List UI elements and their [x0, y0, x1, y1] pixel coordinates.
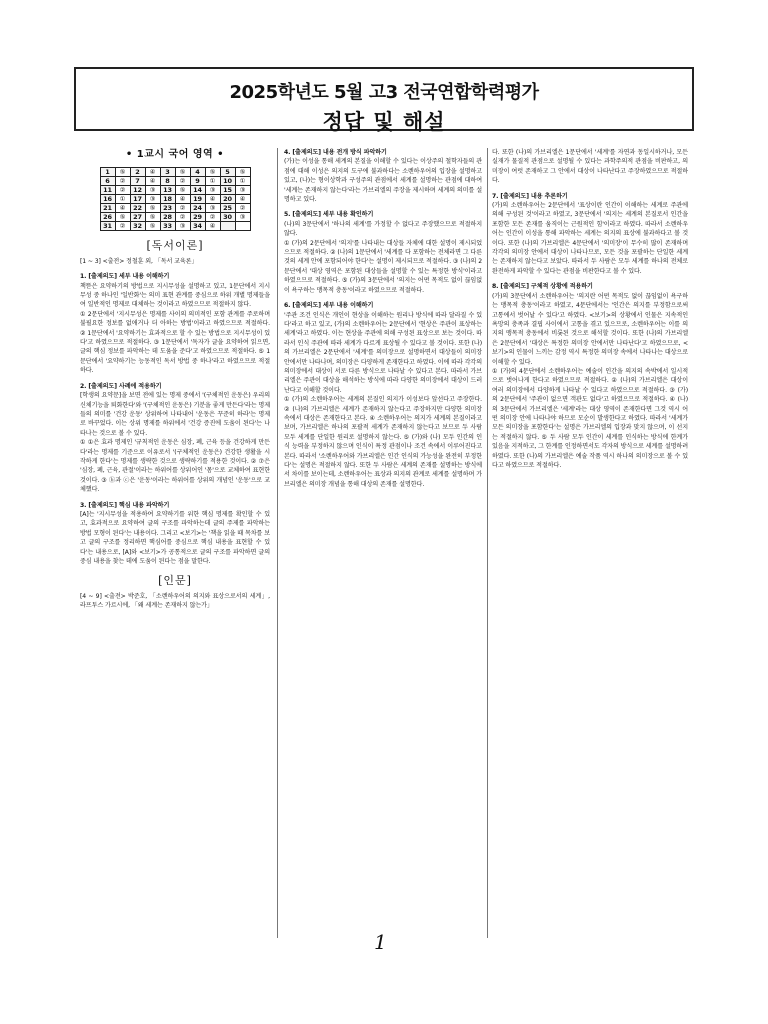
- answer-row: [100, 213, 250, 222]
- source-note: [1 ~ 3] <출전> 정철훈 외, 「독서 교육론」: [80, 257, 198, 265]
- answer-table: [100, 167, 251, 231]
- answer-row: [100, 168, 250, 177]
- answer-choice: ①: [115, 195, 130, 204]
- question-number: 5: [220, 168, 235, 177]
- answer-choice: ③: [205, 186, 220, 195]
- answer-choice: ⑤: [175, 186, 190, 195]
- answer-choice: ③: [145, 186, 160, 195]
- answer-choice: ④: [145, 168, 160, 177]
- answer-choice: ④: [145, 177, 160, 186]
- answer-choice: ⑤: [145, 204, 160, 213]
- question-title: 7. [출제의도] 내용 추론하기: [492, 192, 568, 200]
- column-3: [492, 148, 688, 470]
- answer-choice: ⑤: [145, 222, 160, 231]
- answer-choice: ③: [175, 222, 190, 231]
- column-divider: [487, 148, 488, 938]
- explanation-text: ① (가)의 4문단에서 소렌하우어는 예술이 인간을 의지의 속박에서 일시적으로 벗어나게 한다고 하였으므로 적절하다. ② (나)의 가브리엘은 대상이 여러 의미장에서 다양하게 나타날 수 있다고 하였으므로 적절하다. ③ (가)의 2문단에서 '주관이 없으면 객관도 없다'고 하였으므로 적절하다. ④ (나)의 3문단에서 가브리엘은 '세계'라는 대상 영역이 존재한다면 그것 역시 어떤 의미장 안에 나타나야 하므로 모순이 발생한다고 하였다. 따라서 '세계가 모든 의미장을 포함한다'는 설명은 가브리엘의 입장과 맞지 않으며, 이 선지는 적절하지 않다. ⑤ 두 사람 모두 인간이 세계를 인식하는 방식에 한계가 있음을 지적하고, 그 한계를 인정하면서도 각자의 방식으로 세계를 설명하려 하였다. 또한 (나)의 가브리엘은 예술 작품 역시 하나의 의미장으로 볼 수 있다고 하였으므로 적절하다.: [492, 367, 688, 469]
- explanation-text: ① 2문단에서 '지시무성은 명제를 사이의 의미적인 포함 관계를 주로하며 불필요한 정보를 없애거나 더 아하는 방법'이라고 하였으므로 적절하다. ② 1문단에서 '요약하기는 효과적으로 할 수 있는 방법으로 지시무성이 있다'고 하였으므로 적절하다. ③ 1문단에서 '독자가 글을 요약하여 읽으면, 글의 핵심 정보를 파악하는 데 도움을 준다'고 하였으므로 적절하다. ⑤ 1문단에서 '요약하기는 능동적인 독서 방법 중 하나'라고 하였으므로 적절하다.: [80, 310, 270, 375]
- answer-choice: ①: [205, 177, 220, 186]
- answer-row: [100, 186, 250, 195]
- title-box: [74, 67, 694, 134]
- section-heading-humanities: [인문]: [158, 574, 192, 588]
- question-number: 26: [100, 213, 115, 222]
- question-title: 8. [출제의도] 구체적 상황에 적용하기: [492, 283, 593, 291]
- question-number: 11: [100, 186, 115, 195]
- answer-choice: ③: [205, 204, 220, 213]
- explanation-text: (나)의 3문단에서 '하나의 세계'를 가정할 수 없다고 주장했으므로 적절하지 않다.: [284, 220, 482, 238]
- answer-choice: ④: [205, 195, 220, 204]
- explanation-text: (가)의 소렌하우어는 2문단에서 '표상이란 인간이 이해하는 세계로 주관에 의해 구성된 것'이라고 하였고, 3문단에서 '의지는 세계의 본질로서 인간을 포함한 모든 존재를 움직이는 근원적인 힘'이라고 하였다. 따라서 소렌하우어는 인간이 이성을 통해 파악하는 세계는 의지의 표상에 불과하다고 볼 것이다. 또한 (나)의 가브리엘은 4문단에서 '의미장'이 무수히 많이 존재하며 각각의 의미장 안에서 대상이 나타나므로, 모든 것을 포괄하는 단일한 세계는 존재하지 않는다고 보았다. 따라서 두 사람은 모두 세계를 하나의 전체로 완전하게 파악할 수 있다는 관점을 비판한다고 볼 수 있다.: [492, 202, 688, 275]
- question-number: 24: [190, 204, 205, 213]
- answer-choice: ④: [205, 222, 220, 231]
- page-number: 1: [374, 930, 387, 954]
- answer-choice: ②: [205, 213, 220, 222]
- question-number: 2: [130, 168, 145, 177]
- question-number: 32: [130, 222, 145, 231]
- question-number: 28: [160, 213, 175, 222]
- question-number: 15: [220, 186, 235, 195]
- answer-choice: ⑤: [175, 168, 190, 177]
- answer-choice: ②: [115, 222, 130, 231]
- answer-choice: ④: [235, 195, 250, 204]
- question-title: 2. [출제의도] 사례에 적용하기: [80, 382, 162, 390]
- explanation-text: ① (가)의 2문단에서 '의지'를 나타내는 대상들 자체에 대한 설명이 제시되었으므로 적절하다. ② (나)의 1문단에서 '세계를 다 포함하는 전체라면 그 다른 것의 세계 안에 포함되어야 한다'는 설명이 제시되므로 적절하다. ③ (나)의 2문단에서 '대상 영역은 포함된 대상들을 설명할 수 있는 특정한 방식'이라고 하였으므로 적절하다. ⑤ (가)의 3문단에서 '의지는 어떤 목적도 없이 끊임없이 욕구하는 맹목적 충동'이라고 하였으므로 적절하다.: [284, 239, 482, 294]
- answer-choice: ⑤: [235, 168, 250, 177]
- explanation-text: ① ①은 효과 명제인 '규칙적인 운동은 심장, 폐, 근육 등을 건강하게 만든다'라는 명제를 기준으로 이유로서 '(구체적인 운동은) 건강한 생활을 시작하게 한다'는 명제를 생략한 것으로 생략하기를 적용한 것이다. ② ⑦은 '심장, 폐, 근육, 관절'이라는 하위어를 상위어인 '몸'으로 교체하여 표현한 것이다. ③ ⓑ과 ⓒ은 '운동'이라는 하위어를 상위의 개념인 '운동'으로 교체했다.: [80, 439, 270, 494]
- explanation-text: [A]는 '지시무성을 적용하여 요약하기를 위한 핵심 명제를 확인할 수 있고, 효과적으로 요약하여 글의 구조를 파악하는데 글의 주제를 파악하는 방법 모형이 된다'는 내용이다. 그리고 <보기>는 '책을 읽을 때 목차를 보고 글의 구조를 정리하면 핵심어를 중심으로 핵심 내용을 표현할 수 있다'는 내용으로, [A]와 <보기>가 공통적으로 글의 구조를 파악하면 글의 중심 내용을 찾는 데에 도움이 된다는 점을 말한다.: [80, 510, 270, 565]
- question-number: 1: [100, 168, 115, 177]
- answer-choice: ②: [175, 213, 190, 222]
- question-number: 9: [190, 177, 205, 186]
- question-number: 25: [220, 204, 235, 213]
- question-number: 31: [100, 222, 115, 231]
- answer-choice: ③: [235, 213, 250, 222]
- answer-choice: ②: [235, 204, 250, 213]
- question-number: 20: [220, 195, 235, 204]
- explanation-text: (가)의 3문단에서 소렌하우어는 '의지란 어떤 목적도 없이 끊임없이 욕구하는 맹목적 충동'이라고 하였고, 4문단에서는 '인간은 의지를 부정함으로써 고통에서 벗어날 수 있다'고 하였다. <보기>의 상황에서 인물은 지속적인 욕망의 충족과 결핍 사이에서 고통을 겪고 있으므로, 소렌하우어는 이를 의지의 맹목적 충동에서 비롯된 것으로 해석할 것이다. 또한 (나)의 가브리엘은 2문단에서 '대상은 특정한 의미장 안에서만 나타난다'고 하였으므로, <보기>의 인물이 느끼는 감정 역시 특정한 의미장 속에서 나타나는 대상으로 이해할 수 있다.: [492, 292, 688, 366]
- question-number: 4: [190, 168, 205, 177]
- answer-choice: ⑤: [115, 213, 130, 222]
- answer-choice: ④: [175, 195, 190, 204]
- question-number: 14: [190, 186, 205, 195]
- answer-row: [100, 204, 250, 213]
- question-number: 33: [160, 222, 175, 231]
- answer-choice: ⑤: [145, 213, 160, 222]
- explanation-text: ① (가)의 소렌하우어는 세계의 본질인 의지가 이성보다 앞선다고 주장한다. ② (나)의 가브리엘은 세계가 존재하지 않는다고 주장하지만 다양한 의미장 속에서 대상은 존재한다고 본다. ④ 소렌하우어는 의지가 세계의 본질이라고 보며, 가브리엘은 하나의 포괄적 세계가 존재하지 않는다고 보므로 두 사람 모두 세계를 단일한 원리로 설명하지 않는다. ⑤ (가)와 (나) 모두 인간의 인식 능력을 부정하지 않으며 인식이 특정 관점이나 조건 속에서 이루어진다고 본다. 따라서 '소렌하우어와 가브리엘은 인간 인식의 가능성을 완전히 부정한다'는 설명은 적절하지 않다. 또한 두 사람은 세계의 존재를 설명하는 방식에서 차이를 보이는데, 소렌하우어는 표상과 의지의 관계로 세계를 설명하며 가브리엘은 의미장 개념을 통해 대상의 존재를 설명한다.: [284, 396, 482, 488]
- explanation-text: '주관 조건 인식은 개인이 현상을 이해하는 원리나 방식에 따라 달라질 수 있다'라고 하고 있고, (가)의 소렌하우어는 2문단에서 '현상은 주관이 표상하는 세계'라고 하였다. 이는 현상을 주관에 의해 구성된 표상으로 보는 것이다. 따라서 인식 주관에 따라 세계가 다르게 표상될 수 있다고 볼 것이다. 또한 (나)의 가브리엘은 2문단에서 '세계'를 의미장으로 설명하면서 대상들이 의미장 안에서만 나타나며, 의미장은 다양하게 존재한다고 하였다. 이에 따라 각각의 의미장에서 대상이 서로 다른 방식으로 나타날 수 있다고 본다. 따라서 가브리엘은 주관이 대상을 해석하는 방식에 따라 다양한 의미장에서 대상이 드러난다고 이해할 것이다.: [284, 311, 482, 394]
- explanation-text: 다. 또한 (나)의 가브리엘은 1문단에서 '세계'를 자연과 동일시하거나, 모든 실재가 물질적 관점으로 설명될 수 있다는 과학주의적 관점을 비판하고, 의미장이 여럿 존재하고 그 안에서 대상이 나타난다고 주장하였으므로 적절하다.: [492, 149, 688, 185]
- subject-title: • 1교시 국어 영역 •: [125, 149, 225, 160]
- question-number: 30: [220, 213, 235, 222]
- question-number: 6: [100, 177, 115, 186]
- source-note: [4 ~ 9] <출전> 박준호, 「소렌하우어의 의지와 표상으로서의 세계」, 라프투스 가르시에, 「왜 세계는 존재하지 않는가」: [80, 592, 270, 610]
- column-divider: [277, 148, 278, 938]
- answer-choice: ①: [235, 177, 250, 186]
- answer-choice: ②: [175, 204, 190, 213]
- question-number: 12: [130, 186, 145, 195]
- question-title: 3. [출제의도] 핵심 내용 파악하기: [80, 501, 170, 509]
- question-title: 4. [출제의도] 내용 전개 방식 파악하기: [284, 149, 387, 156]
- explanation-text: (가)는 이성을 통해 세계의 본질을 이해할 수 있다는 이상주의 철학자들의 관점에 대해 이성은 의지의 도구에 불과하다는 소렌하우어의 입장을 설명하고 있고, (나)는 형이상학과 구성주의 관점에서 세계를 설명하는 관점에 대하여 '세계는 존재하지 않는다'라는 가브리엘의 주장을 제시하며 세계의 의미를 설명하고 있다.: [284, 158, 482, 204]
- answer-title: 정답 및 해설: [322, 110, 446, 134]
- question-number: 13: [160, 186, 175, 195]
- question-number: 17: [130, 195, 145, 204]
- explanation-text: [학생의 요약문]을 보면 전에 있는 명제 중에서 '(구체적인 운동은) 우리의 신체기능을 퇴화한다'와 '(구체적인 운동은) 기분을 좋게 만든다'라는 명제들의 의미를 '건강 운동' 상위하여 나타내어 '운동은 꾸준히 하라'는 명제로 바꾸었다. 이는 상위 명제를 하위에서 '건강 증진에 도움이 된다'는 나타나는 것으로 볼 수 있다.: [80, 392, 270, 437]
- question-number: 22: [130, 204, 145, 213]
- answer-choice: ⑤: [115, 168, 130, 177]
- answer-choice: ②: [175, 177, 190, 186]
- answer-choice: ⑤: [205, 168, 220, 177]
- question-number: 23: [160, 204, 175, 213]
- answer-choice: ③: [235, 186, 250, 195]
- answer-choice: [235, 222, 250, 231]
- question-number: 7: [130, 177, 145, 186]
- answer-choice: ②: [115, 186, 130, 195]
- question-number: 16: [100, 195, 115, 204]
- question-number: 21: [100, 204, 115, 213]
- answer-choice: ③: [145, 195, 160, 204]
- answer-choice: ②: [115, 177, 130, 186]
- question-title: 5. [출제의도] 세부 내용 확인하기: [284, 211, 374, 219]
- question-number: 8: [160, 177, 175, 186]
- column-2: [284, 148, 482, 489]
- section-heading-reading: [독서이론]: [146, 239, 204, 253]
- answer-choice: ④: [115, 204, 130, 213]
- answer-row: [100, 195, 250, 204]
- question-number: [220, 222, 235, 231]
- answer-row: [100, 222, 250, 231]
- answer-row: [100, 177, 250, 186]
- question-number: 34: [190, 222, 205, 231]
- question-title: 1. [출제의도] 세부 내용 이해하기: [80, 273, 170, 281]
- question-number: 19: [190, 195, 205, 204]
- exam-title: 2025학년도 5월 고3 전국연합학력평가: [229, 82, 539, 103]
- question-number: 27: [130, 213, 145, 222]
- column-1: [80, 148, 270, 611]
- explanation-text: 책뜯은 요약하기의 방법으로 지시무성을 설명하고 있고, 1문단에서 지시무성 중 하나인 '일반화'는 의미 표현 관계를 중심으로 하위 개별 명제들을 여 일반적인 명제로 대체하는 것이라고 하였으므로 적절하지 않다.: [80, 282, 270, 309]
- question-number: 10: [220, 177, 235, 186]
- question-number: 29: [190, 213, 205, 222]
- question-title: 6. [출제의도] 세부 내용 이해하기: [284, 302, 374, 310]
- question-number: 18: [160, 195, 175, 204]
- question-number: 3: [160, 168, 175, 177]
